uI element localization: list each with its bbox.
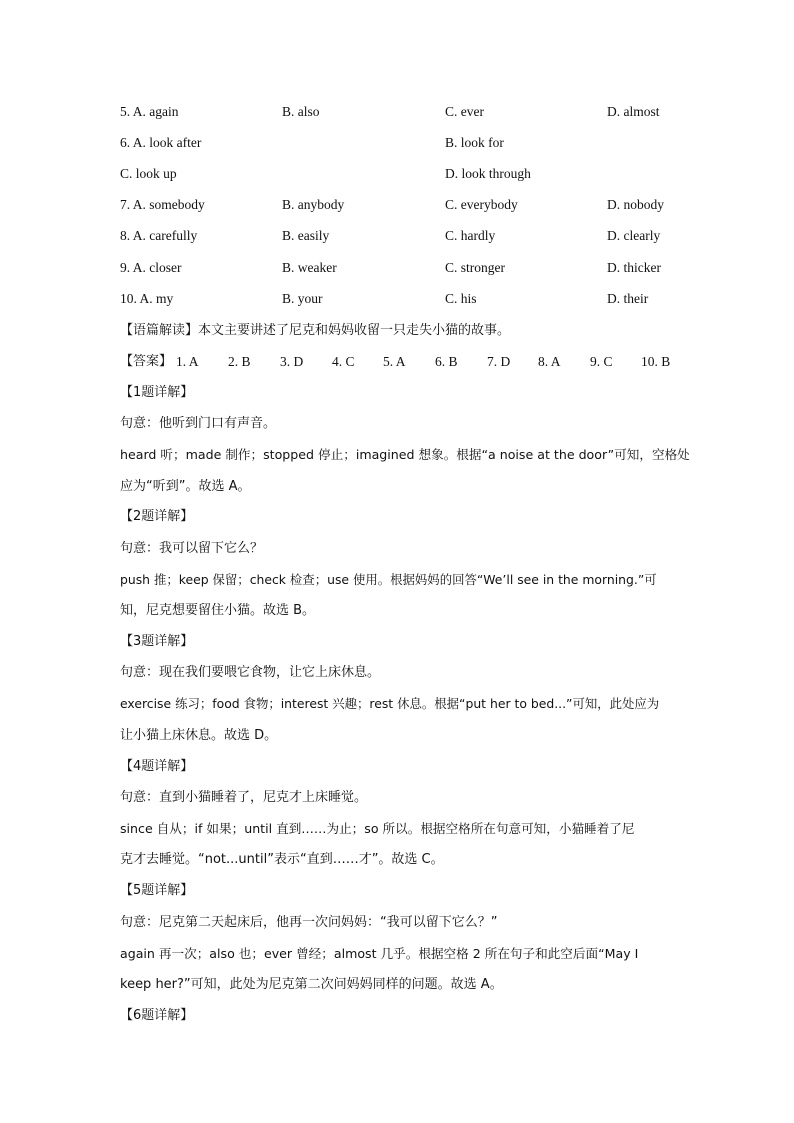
option-b: B. anybody — [282, 197, 345, 212]
section-heading: 【3题详解】 — [120, 634, 194, 649]
answer-item: 2. B — [228, 354, 251, 369]
sentence-meaning: 句意：直到小猫睡着了，尼克才上床睡觉。 — [120, 790, 368, 805]
option-c: C. ever — [445, 104, 484, 119]
option-d: D. thicker — [607, 260, 661, 275]
sentence-meaning: 句意：我可以留下它么？ — [120, 541, 264, 556]
answer-item: 7. D — [487, 354, 511, 369]
explanation-line: 克才去睡觉。“not...until”表示“直到……才”。故选 C。 — [120, 852, 444, 867]
options-row-5 — [120, 102, 680, 122]
explanation-line: since 自从；if 如果；until 直到……为止；so 所以。根据空格所在句意可知，小猫睡着了尼 — [120, 821, 635, 836]
options-row-6-cont — [120, 164, 680, 184]
options-row-8 — [120, 226, 680, 246]
answer-item: 10. B — [641, 354, 671, 369]
option-d: D. their — [607, 291, 649, 306]
explanation-line: keep her?”可知，此处为尼克第二次问妈妈同样的问题。故选 A。 — [120, 977, 503, 992]
answer-item: 6. B — [435, 354, 458, 369]
answer-item: 1. A — [176, 354, 199, 369]
section-heading: 【5题详解】 — [120, 883, 194, 898]
options-row-7 — [120, 195, 680, 215]
option-d: D. almost — [607, 104, 660, 119]
option-b: B. your — [282, 291, 323, 306]
answer-item: 8. A — [538, 354, 561, 369]
explanation-line: 知，尼克想要留住小猫。故选 B。 — [120, 603, 316, 618]
option-c: C. look up — [120, 166, 177, 181]
options-row-6 — [120, 133, 680, 153]
option-b: B. easily — [282, 228, 330, 243]
section-heading: 【4题详解】 — [120, 759, 194, 774]
answer-item: 5. A — [383, 354, 406, 369]
option-a: 5. A. again — [120, 104, 179, 119]
explanation-line: 让小猫上床休息。故选 D。 — [120, 728, 278, 743]
option-d: D. nobody — [607, 197, 664, 212]
answer-item: 9. C — [590, 354, 613, 369]
option-a: 7. A. somebody — [120, 197, 205, 212]
option-b: B. weaker — [282, 260, 337, 275]
explanation-line: exercise 练习；food 食物；interest 兴趣；rest 休息。根据“put her to bed...”可知，此处应为 — [120, 696, 660, 711]
answer-label: 【答案】 — [120, 354, 173, 369]
sentence-meaning: 句意：他听到门口有声音。 — [120, 416, 277, 431]
passage-summary: 【语篇解读】本文主要讲述了尼克和妈妈收留一只走失小猫的故事。 — [120, 323, 511, 338]
section-heading: 【2题详解】 — [120, 509, 194, 524]
option-b: B. also — [282, 104, 320, 119]
option-c: C. his — [445, 291, 477, 306]
option-a: 9. A. closer — [120, 260, 182, 275]
options-row-9 — [120, 258, 680, 278]
option-c: C. hardly — [445, 228, 496, 243]
sentence-meaning: 句意：尼克第二天起床后，他再一次问妈妈：“我可以留下它么？” — [120, 915, 498, 930]
explanation-line: 应为“听到”。故选 A。 — [120, 479, 251, 494]
explanation-line: again 再一次；also 也；ever 曾经；almost 几乎。根据空格 2 所在句子和此空后面“May I — [120, 946, 639, 961]
option-d: D. look through — [445, 166, 531, 181]
options-row-10 — [120, 289, 680, 309]
section-heading: 【1题详解】 — [120, 385, 194, 400]
answer-row — [120, 352, 680, 372]
sentence-meaning: 句意：现在我们要喂它食物，让它上床休息。 — [120, 665, 381, 680]
answer-item: 4. C — [332, 354, 355, 369]
explanation-line: push 推；keep 保留；check 检查；use 使用。根据妈妈的回答“We’ll see in the morning.”可 — [120, 572, 657, 587]
option-c: C. everybody — [445, 197, 518, 212]
option-a: 8. A. carefully — [120, 228, 198, 243]
option-b: B. look for — [445, 135, 504, 150]
option-d: D. clearly — [607, 228, 661, 243]
option-c: C. stronger — [445, 260, 505, 275]
explanation-line: heard 听；made 制作；stopped 停止；imagined 想象。根据“a noise at the door”可知，空格处 — [120, 447, 690, 462]
option-a: 10. A. my — [120, 291, 174, 306]
option-a: 6. A. look after — [120, 135, 202, 150]
answer-item: 3. D — [280, 354, 304, 369]
section-heading: 【6题详解】 — [120, 1008, 194, 1023]
